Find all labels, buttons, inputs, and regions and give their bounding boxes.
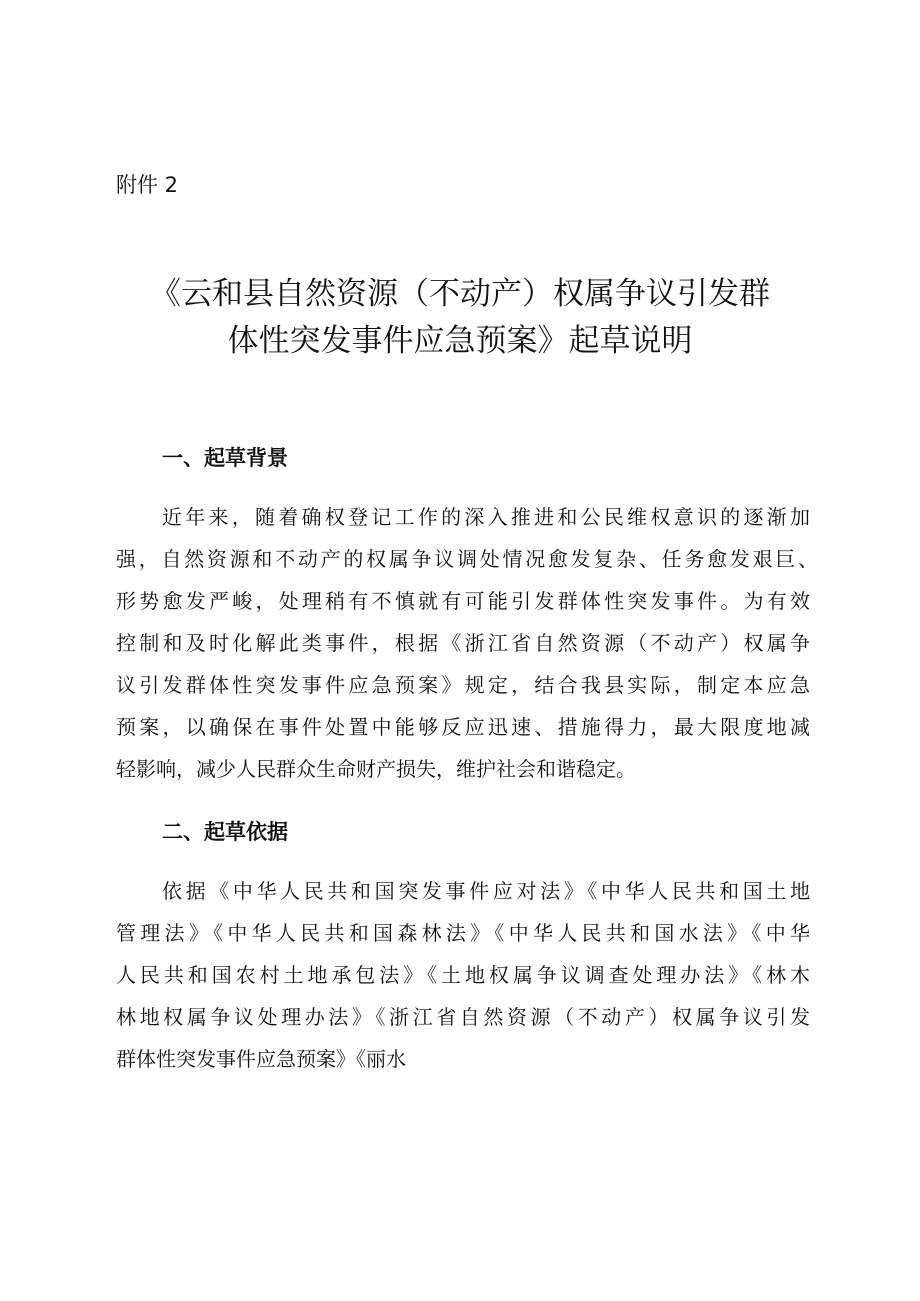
attachment-label: 附件 2 — [116, 173, 179, 197]
title-line-1: 《云和县自然资源（不动产）权属争议引发群 — [150, 276, 770, 312]
paragraph-line: 群体性突发事件应急预案》《丽水 — [116, 1047, 406, 1071]
section-heading: 二、起草依据 — [162, 820, 288, 844]
paragraph-line: 人民共和国农村土地承包法》《土地权属争议调查处理办法》《林木 — [116, 963, 810, 987]
paragraph-line: 控制和及时化解此类事件，根据《浙江省自然资源（不动产）权属争 — [116, 631, 810, 655]
paragraph-line: 林地权属争议处理办法》《浙江省自然资源（不动产）权属争议引发 — [116, 1005, 810, 1029]
paragraph-line: 近年来，随着确权登记工作的深入推进和公民维权意识的逐渐加 — [162, 505, 810, 529]
title-line-2: 体性突发事件应急预案》起草说明 — [227, 323, 693, 359]
paragraph-line: 管理法》《中华人民共和国森林法》《中华人民共和国水法》《中华 — [116, 921, 810, 945]
paragraph-line: 轻影响，减少人民群众生命财产损失，维护社会和谐稳定。 — [116, 757, 636, 781]
paragraph-line: 预案，以确保在事件处置中能够反应迅速、措施得力，最大限度地减 — [116, 715, 810, 739]
paragraph-line: 议引发群体性突发事件应急预案》规定，结合我县实际，制定本应急 — [116, 673, 810, 697]
paragraph-line: 强，自然资源和不动产的权属争议调处情况愈发复杂、任务愈发艰巨、 — [116, 547, 818, 571]
section-heading: 一、起草背景 — [162, 446, 288, 470]
paragraph-line: 依据《中华人民共和国突发事件应对法》《中华人民共和国土地 — [162, 879, 810, 903]
paragraph-line: 形势愈发严峻，处理稍有不慎就有可能引发群体性突发事件。为有效 — [116, 589, 810, 613]
